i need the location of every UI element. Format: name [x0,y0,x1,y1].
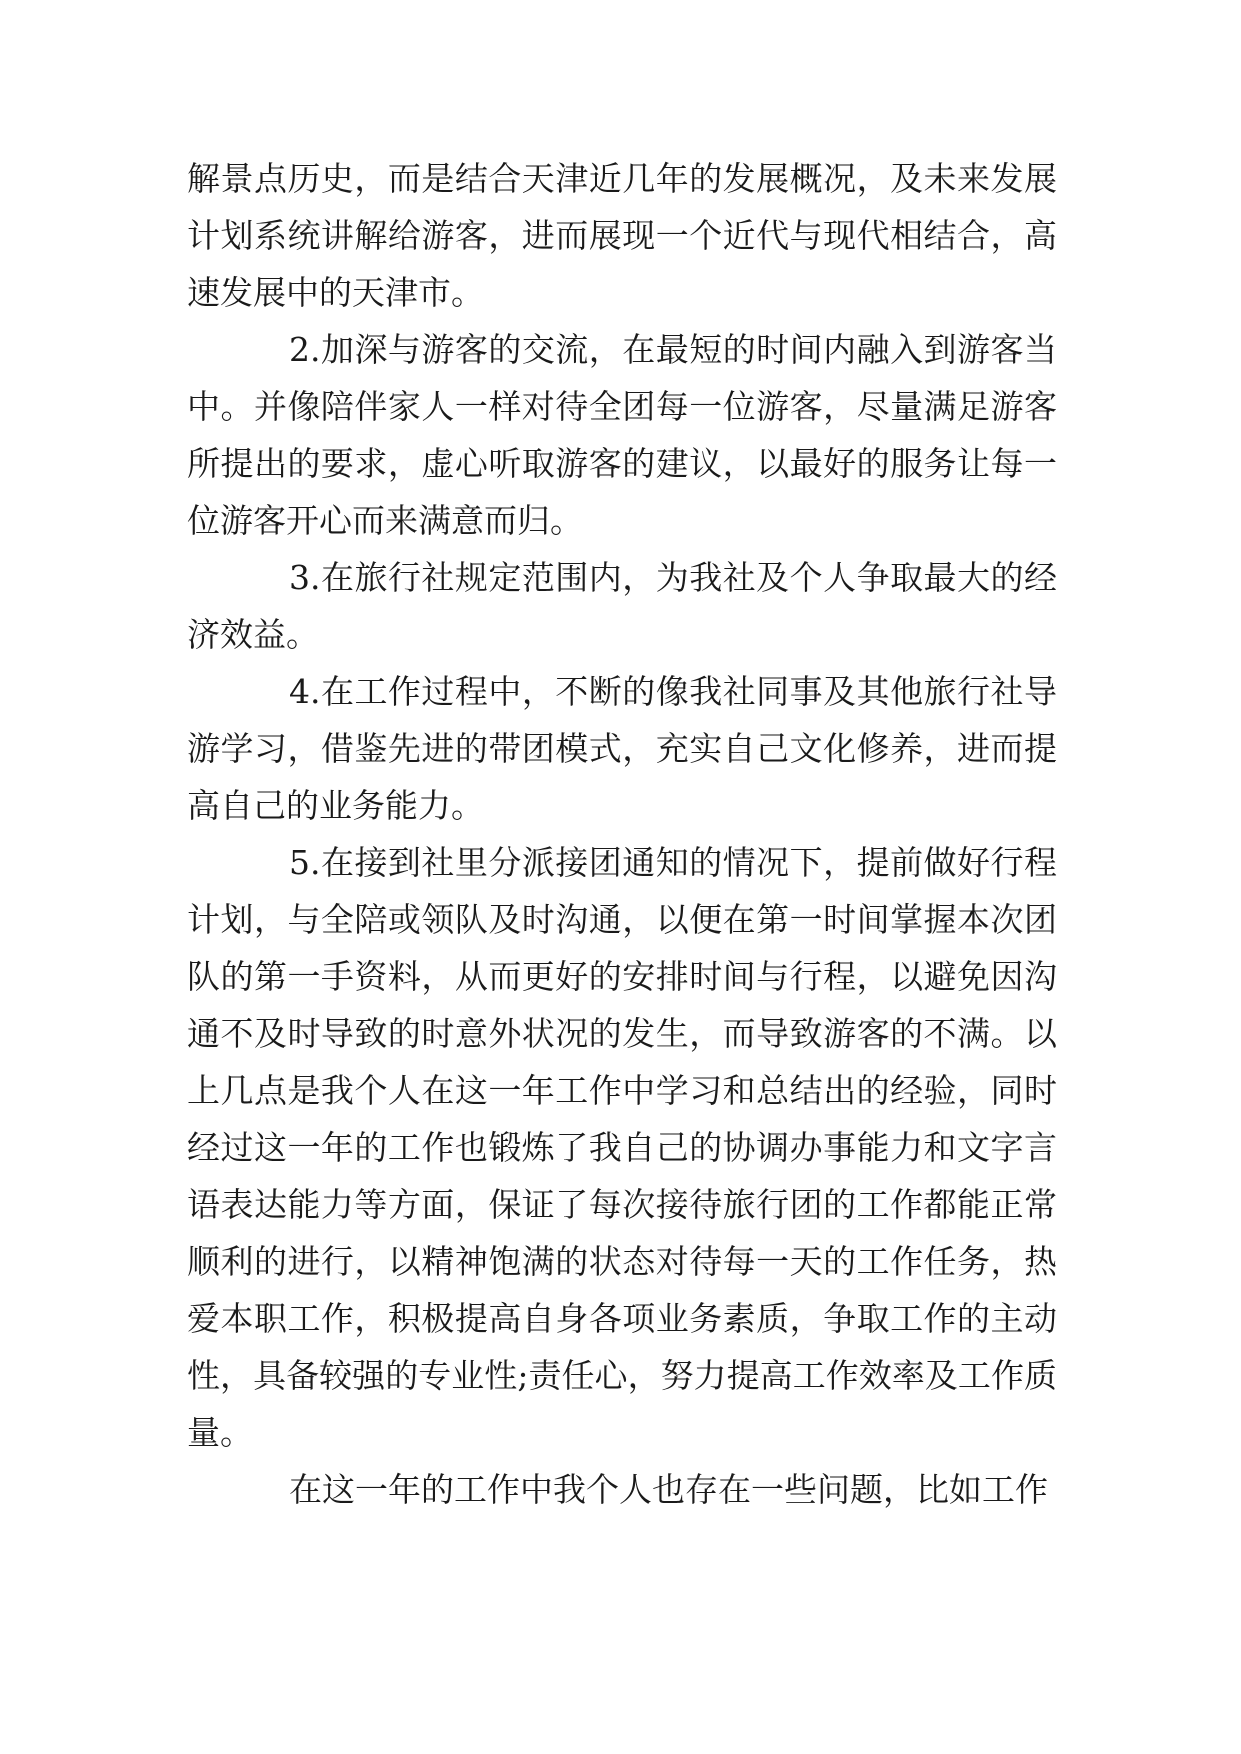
paragraph-item-4: 4.在工作过程中，不断的像我社同事及其他旅行社导游学习，借鉴先进的带团模式，充实自己文化修养，进而提高自己的业务能力。 [187,672,1057,825]
paragraph-problems: 在这一年的工作中我个人也存在一些问题，比如工作 [289,1470,1048,1509]
document-body [187,150,1057,1518]
paragraph-item-2: 2.加深与游客的交流，在最短的时间内融入到游客当中。并像陪伴家人一样对待全团每一位游客，尽量满足游客所提出的要求，虚心听取游客的建议，以最好的服务让每一位游客开心而来满意而归。 [187,330,1057,540]
paragraph-item-3: 3.在旅行社规定范围内，为我社及个人争取最大的经济效益。 [187,558,1057,654]
paragraph-item-5: 5.在接到社里分派接团通知的情况下，提前做好行程计划，与全陪或领队及时沟通，以便在第一时间掌握本次团队的第一手资料，从而更好的安排时间与行程，以避免因沟通不及时导致的时意外状况的发生，而导致游客的不满。以上几点是我个人在这一年工作中学习和总结出的经验，同时经过这一年的工作也锻炼了我自己的协调办事能力和文字言语表达能力等方面，保证了每次接待旅行团的工作都能正常顺利的进行，以精神饱满的状态对待每一天的工作任务，热爱本职工作，积极提高自身各项业务素质，争取工作的主动性，具备较强的专业性;责任心，努力提高工作效率及工作质量。 [187,843,1057,1452]
paragraph-continuation: 解景点历史，而是结合天津近几年的发展概况，及未来发展计划系统讲解给游客，进而展现一个近代与现代相结合，高速发展中的天津市。 [187,159,1057,312]
